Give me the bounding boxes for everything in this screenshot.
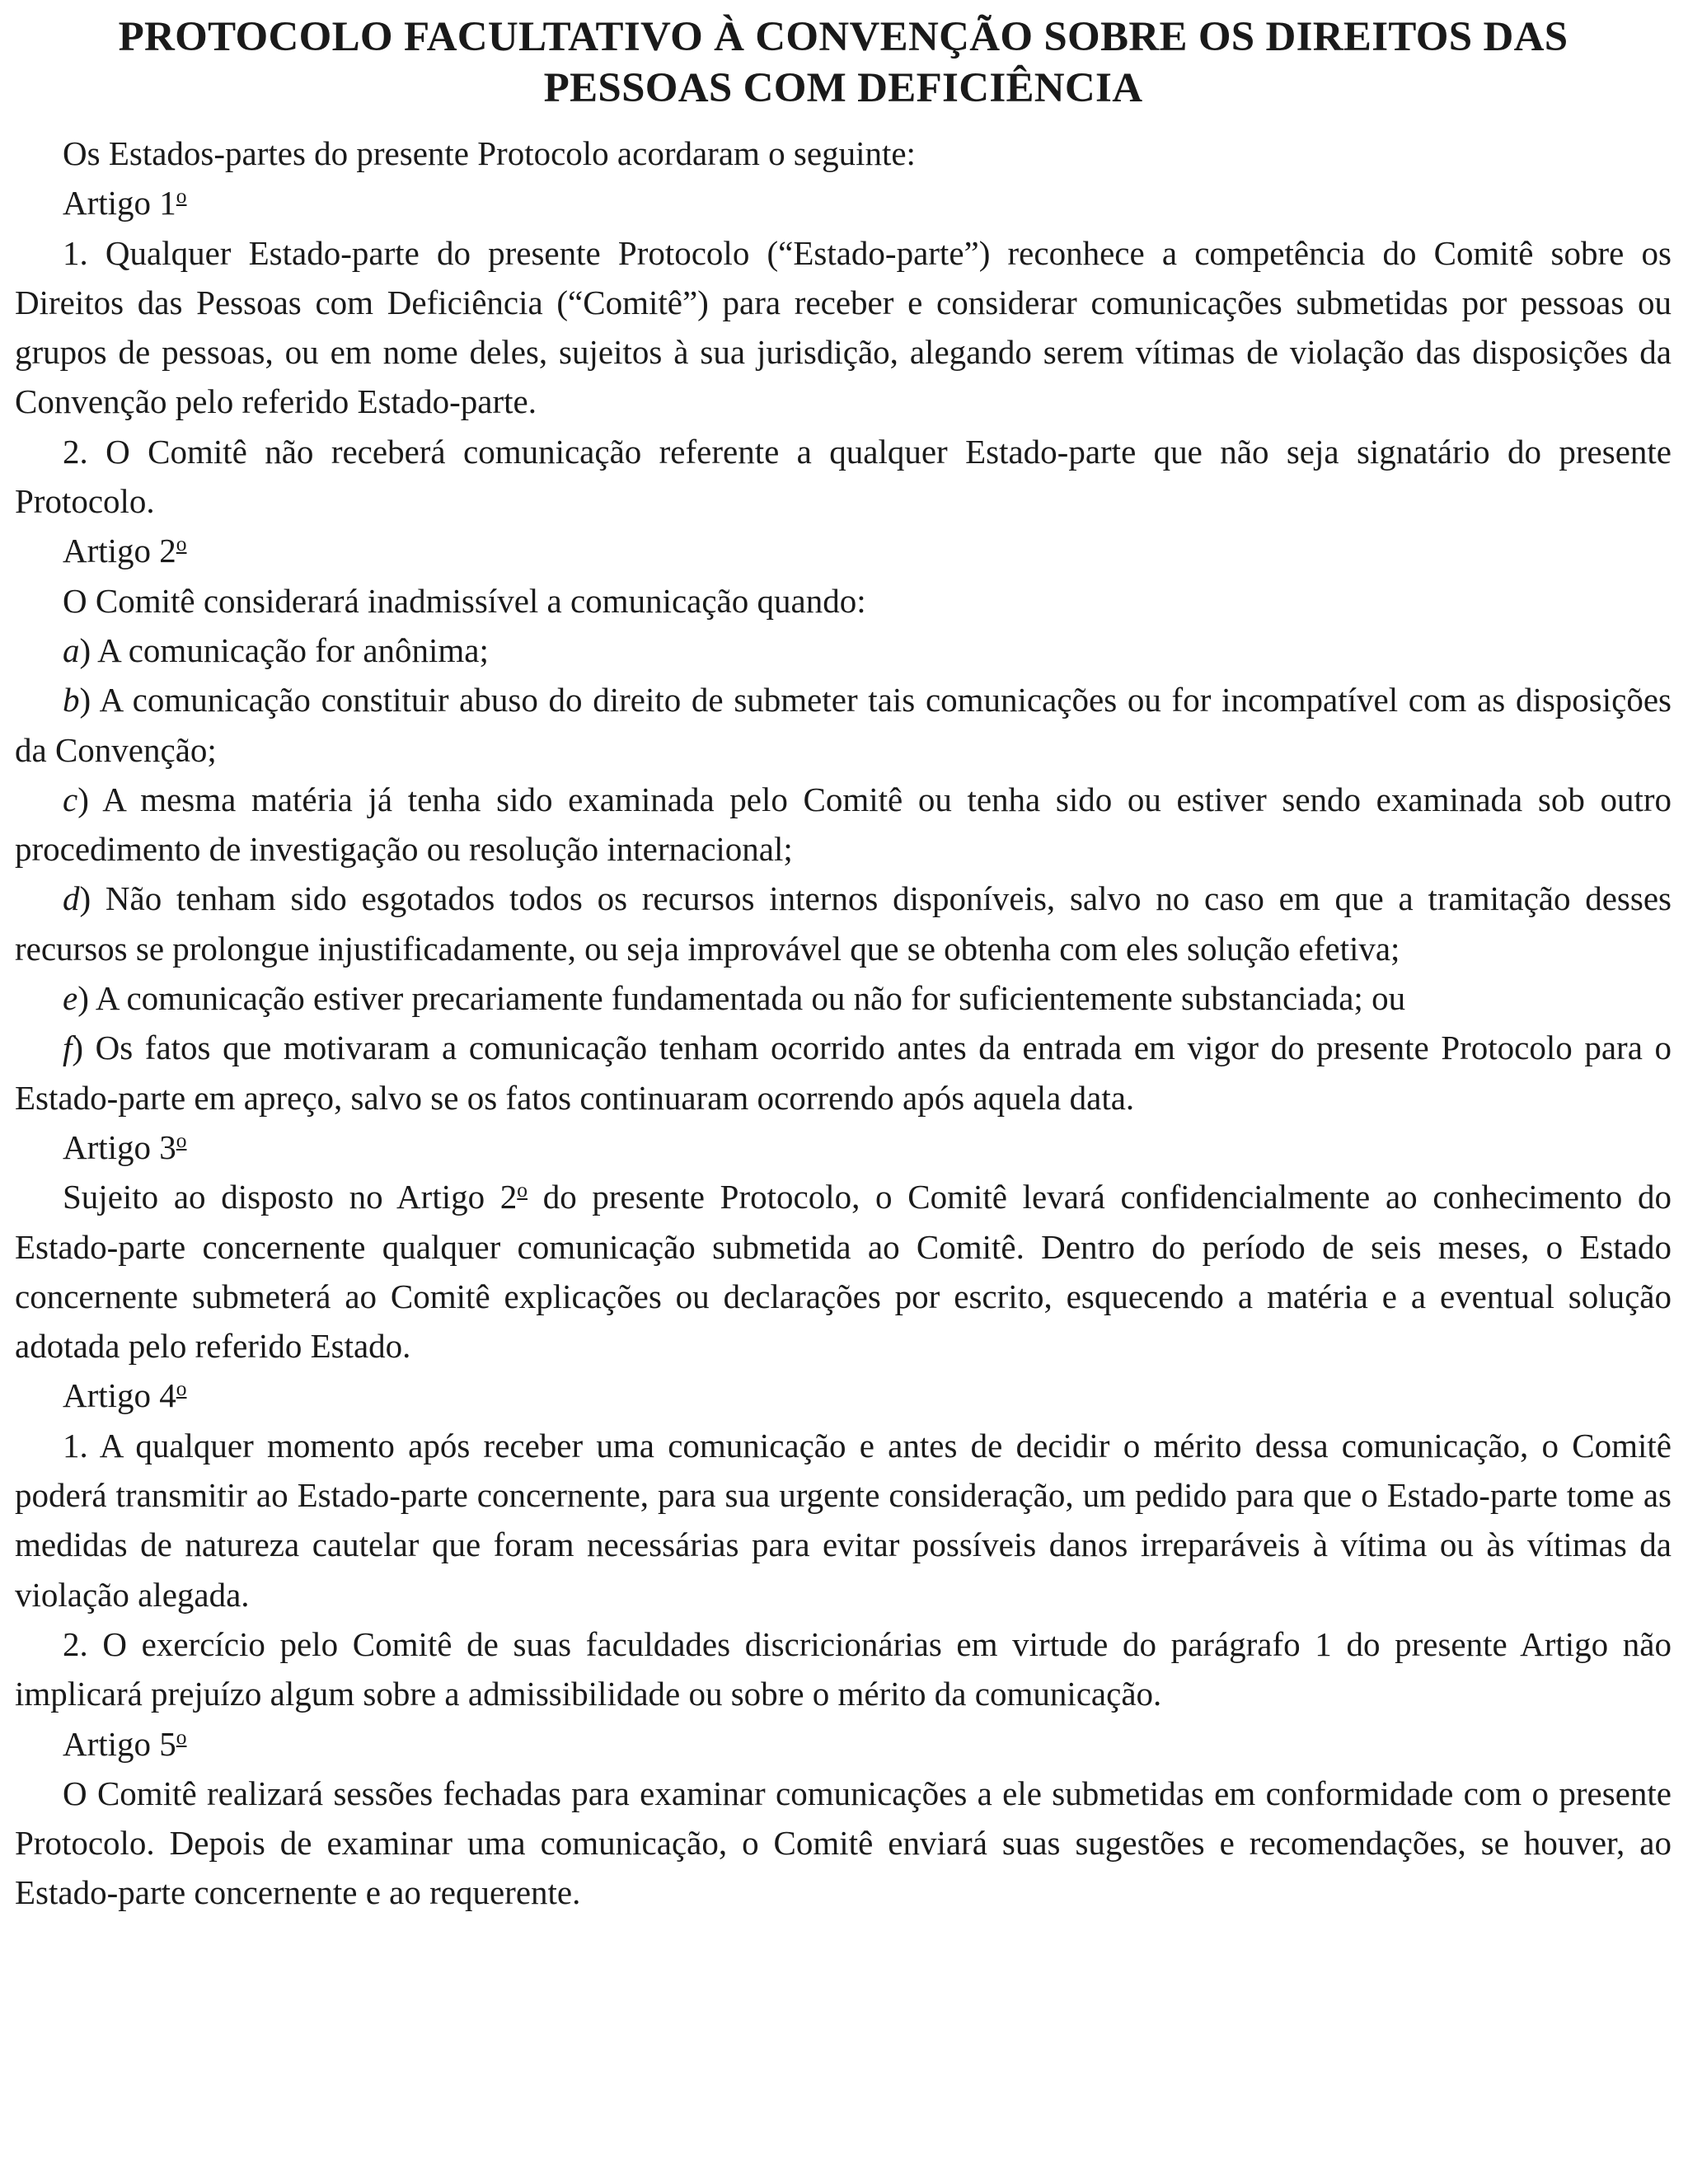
article-4-paragraph-2: 2. O exercício pelo Comitê de suas faculdades discricionárias em virtude do parágrafo 1 do presente Artigo não implicará prejuízo algum sobre a admissibilidade ou sobre o mérito da comunicação.	[15, 1624, 1672, 1713]
article-5	[15, 1719, 1672, 1918]
article-1-heading	[15, 178, 1672, 227]
article-1-paragraph-1: 1. Qualquer Estado-parte do presente Protocolo (“Estado-parte”) reconhece a competência do Comitê sobre os Direitos das Pessoas com Deficiência (“Comitê”) para receber e considerar comunicações submetidas por pessoas ou grupos de pessoas, ou em nome deles, sujeitos à sua jurisdição, alegando serem vítimas de violação das disposições da Convenção pelo referido Estado-parte.	[15, 233, 1672, 421]
item-letter: b	[63, 681, 80, 719]
item-text: ) A comunicação constituir abuso do direito de submeter tais comunicações ou for incompatível com as disposições da Convenção;	[15, 681, 1672, 769]
article-2-item-a	[15, 626, 1672, 675]
item-letter: d	[63, 879, 80, 918]
document-title	[15, 12, 1672, 114]
document-title-line-1: PROTOCOLO FACULTATIVO À CONVENÇÃO SOBRE OS DIREITOS DAS	[118, 14, 1568, 60]
article-2-heading	[15, 526, 1672, 575]
intro-paragraph: Os Estados-partes do presente Protocolo acordaram o seguinte:	[63, 134, 916, 172]
article-2-item-d	[15, 874, 1672, 973]
item-text: ) Não tenham sido esgotados todos os recursos internos disponíveis, salvo no caso em que a tramitação desses recursos se prolongue injustificadamente, ou seja improvável que se obtenha com eles solução efetiva;	[15, 879, 1672, 968]
article-heading-text: Artigo 4	[63, 1376, 176, 1415]
document-title-line-2: PESSOAS COM DEFICIÊNCIA	[543, 65, 1143, 111]
ordinal-mark: o	[176, 185, 187, 209]
ordinal-mark: o	[517, 1179, 528, 1202]
article-2-item-e	[15, 973, 1672, 1023]
article-4-paragraph-1: 1. A qualquer momento após receber uma comunicação e antes de decidir o mérito dessa comunicação, o Comitê poderá transmitir ao Estado-parte concernente, para sua urgente consideração, um pedido para que o Estado-parte tome as medidas de natureza cautelar que foram necessárias para evitar possíveis danos irreparáveis à vítima ou às vítimas da violação alegada.	[15, 1426, 1672, 1614]
article-1-paragraph-2: 2. O Comitê não receberá comunicação referente a qualquer Estado-parte que não seja signatário do presente Protocolo.	[15, 432, 1672, 521]
article-2-item-f	[15, 1023, 1672, 1122]
ordinal-mark: o	[176, 1377, 187, 1401]
article-5-paragraph: O Comitê realizará sessões fechadas para examinar comunicações a ele submetidas em conformidade com o presente Protocolo. Depois de examinar uma comunicação, o Comitê enviará suas sugestões e recomendações, se houver, ao Estado-parte concernente e ao requerente.	[15, 1774, 1672, 1912]
article-3-text-end: do presente Protocolo, o Comitê levará confidencialmente ao conhecimento do Estado-parte concernente qualquer comunicação submetida ao Comitê. Dentro do período de seis meses, o Estado concernente submeterá ao Comitê explicações ou declarações por escrito, esquecendo a matéria e a eventual solução adotada pelo referido Estado.	[15, 1178, 1672, 1366]
article-3-paragraph	[15, 1172, 1672, 1371]
article-5-heading	[15, 1719, 1672, 1769]
item-letter: f	[63, 1029, 73, 1067]
article-heading-text: Artigo 5	[63, 1724, 176, 1763]
article-4	[15, 1371, 1672, 1718]
document-page	[15, 12, 1672, 1918]
ordinal-mark: o	[176, 1128, 187, 1152]
article-heading-text: Artigo 2	[63, 532, 176, 570]
article-2-lead: O Comitê considerará inadmissível a comunicação quando:	[63, 581, 866, 620]
article-1	[15, 178, 1672, 526]
article-3-heading	[15, 1122, 1672, 1172]
article-2	[15, 526, 1672, 1122]
article-2-item-c	[15, 775, 1672, 874]
ordinal-mark: o	[176, 532, 187, 556]
item-text: ) Os fatos que motivaram a comunicação tenham ocorrido antes da entrada em vigor do presente Protocolo para o Estado-parte em apreço, salvo se os fatos continuaram ocorrendo após aquela data.	[15, 1029, 1672, 1117]
item-letter: a	[63, 630, 80, 669]
ordinal-mark: o	[176, 1725, 187, 1749]
article-heading-text: Artigo 1	[63, 184, 176, 223]
article-4-heading	[15, 1371, 1672, 1420]
item-letter: e	[63, 979, 78, 1018]
article-3	[15, 1122, 1672, 1371]
item-text: ) A comunicação for anônima;	[79, 630, 489, 669]
article-3-text-start: Sujeito ao disposto no Artigo 2	[63, 1178, 518, 1216]
article-heading-text: Artigo 3	[63, 1127, 176, 1166]
item-letter: c	[63, 780, 78, 818]
item-text: ) A mesma matéria já tenha sido examinada pelo Comitê ou tenha sido ou estiver sendo examinada sob outro procedimento de investigação ou resolução internacional;	[15, 780, 1672, 869]
item-text: ) A comunicação estiver precariamente fundamentada ou não for suficientemente substanciada; ou	[77, 979, 1406, 1018]
article-2-item-b	[15, 675, 1672, 775]
